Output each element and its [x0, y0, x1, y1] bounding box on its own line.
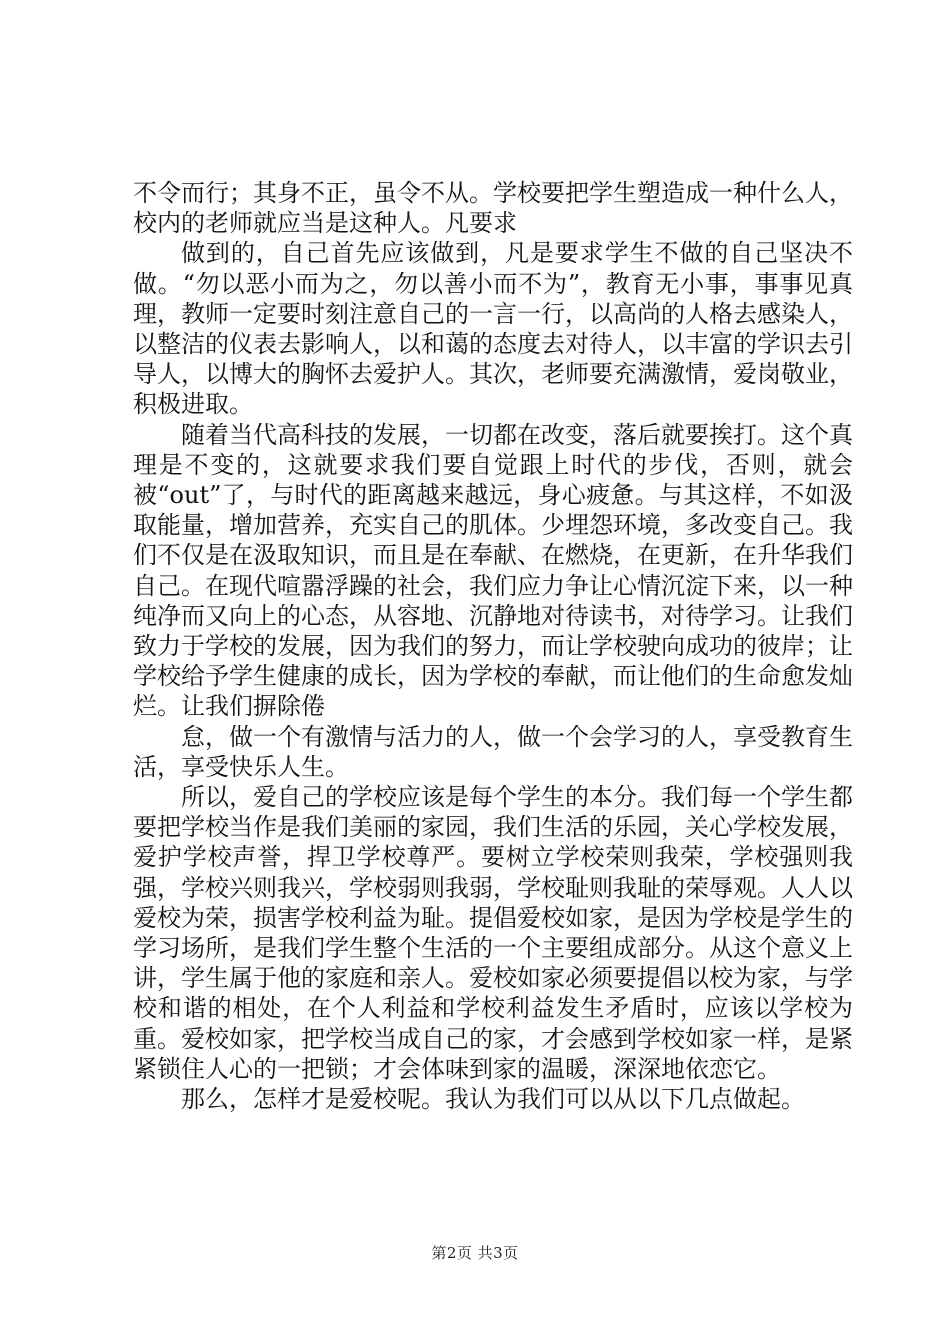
paragraph: 随着当代高科技的发展，一切都在改变，落后就要挨打。这个真理是不变的，这就要求我们要自觉跟上时代的步伐，否则，就会被“out”了，与时代的距离越来越远，身心疲惫。与其这样，不如汲取能量，增加营养，充实自己的肌体。少埋怨环境，多改变自己。我们不仅是在汲取知识，而且是在奉献、在燃烧，在更新，在升华我们自己。在现代喧嚣浮躁的社会，我们应力争让心情沉淀下来，以一种纯净而又向上的心态，从容地、沉静地对待读书，对待学习。让我们致力于学校的发展，因为我们的努力，而让学校驶向成功的彼岸；让学校给予学生健康的成长，因为学校的奉献，而让他们的生命愈发灿烂。让我们摒除倦	[133, 420, 853, 721]
paragraph: 所以，爱自己的学校应该是每个学生的本分。我们每一个学生都要把学校当作是我们美丽的家园，我们生活的乐园，关心学校发展，爱护学校声誉，捍卫学校尊严。要树立学校荣则我荣，学校强则我强，学校兴则我兴，学校弱则我弱，学校耻则我耻的荣辱观。人人以爱校为荣，损害学校利益为耻。提倡爱校如家，是因为学校是学生的学习场所，是我们学生整个生活的一个主要组成部分。从这个意义上讲，学生属于他的家庭和亲人。爱校如家必须要提倡以校为家，与学校和谐的相处，在个人利益和学校利益发生矛盾时，应该以学校为重。爱校如家，把学校当成自己的家，才会感到学校如家一样，是紧紧锁住人心的一把锁；才会体味到家的温暖，深深地依恋它。	[133, 783, 853, 1083]
page-number-footer: 第2页 共3页	[431, 1244, 519, 1262]
paragraph-continuation: 不令而行；其身不正，虽令不从。学校要把学生塑造成一种什么人，校内的老师就应当是这种人。凡要求	[133, 179, 853, 238]
paragraph: 做到的，自己首先应该做到，凡是要求学生不做的自己坚决不做。“勿以恶小而为之，勿以善小而不为”，教育无小事，事事见真理，教师一定要时刻注意自己的一言一行，以高尚的人格去感染人，以整洁的仪表去影响人，以和蔼的态度去对待人，以丰富的学识去引导人，以博大的胸怀去爱护人。其次，老师要充满激情，爱岗敬业，积极进取。	[133, 239, 853, 419]
paragraph: 那么，怎样才是爱校呢。我认为我们可以从以下几点做起。	[181, 1085, 805, 1114]
document-body	[133, 178, 853, 1114]
paragraph: 怠，做一个有激情与活力的人，做一个会学习的人，享受教育生活，享受快乐人生。	[133, 722, 853, 781]
